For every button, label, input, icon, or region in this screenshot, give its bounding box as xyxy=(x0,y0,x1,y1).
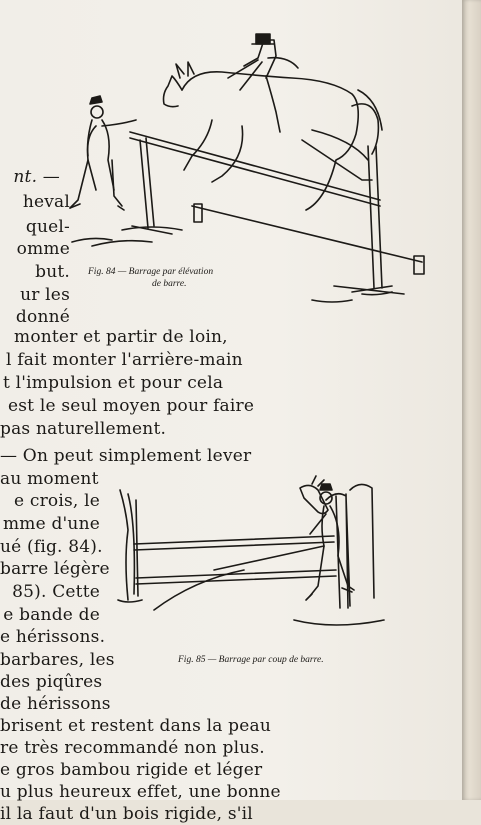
left-fragment-text: e crois, le xyxy=(13,491,100,511)
figure-85-illustration xyxy=(114,470,414,630)
left-fragment-text: barbares, les xyxy=(0,650,115,670)
left-fragment-text: donné xyxy=(15,307,70,327)
body-text-line: il la faut d'un bois rigide, s'il xyxy=(0,804,253,824)
body-text-line: e gros bambou rigide et léger xyxy=(0,760,263,780)
left-fragment-text: barre légère xyxy=(0,559,110,579)
body-text-line: est le seul moyen pour faire xyxy=(8,396,255,416)
left-fragment-text: mme d'une xyxy=(2,514,100,534)
body-text-line: pas naturellement. xyxy=(0,419,167,439)
body-text-line: l fait monter l'arrière-main xyxy=(6,350,243,370)
left-fragment-text: 85). Cette xyxy=(12,582,100,602)
body-text-line: brisent et restent dans la peau xyxy=(0,716,271,736)
page-edge xyxy=(462,0,481,800)
body-text-line: re très recommandé non plus. xyxy=(0,738,265,758)
figure-84-caption: Fig. 84 — Barrage par élévation xyxy=(88,267,214,277)
left-fragment-text: quel- xyxy=(25,217,70,237)
body-text-line: monter et partir de loin, xyxy=(14,327,228,347)
left-fragment-text: but. xyxy=(35,262,70,282)
left-fragment-text: e bande de xyxy=(3,605,100,625)
left-fragment-text: heval xyxy=(22,192,70,212)
left-fragment-text: e hérissons. xyxy=(0,627,106,647)
left-fragment-text: des piqûres xyxy=(0,672,103,692)
body-text-line: t l'impulsion et pour cela xyxy=(3,373,224,393)
left-fragment-text: de hérissons xyxy=(0,694,111,714)
body-text-line: — On peut simplement lever xyxy=(0,446,252,466)
left-fragment-text: ué (fig. 84). xyxy=(0,537,103,557)
figure-85-caption: Fig. 85 — Barrage par coup de barre. xyxy=(178,655,324,665)
left-fragment-text: omme xyxy=(16,239,70,259)
left-fragment-text: ur les xyxy=(20,285,70,305)
body-text-line: au moment xyxy=(0,469,99,489)
left-fragment-text: nt. — xyxy=(13,167,60,187)
figure-84-caption-continued: de barre. xyxy=(152,279,187,289)
body-text-line: u plus heureux effet, une bonne xyxy=(0,782,281,802)
